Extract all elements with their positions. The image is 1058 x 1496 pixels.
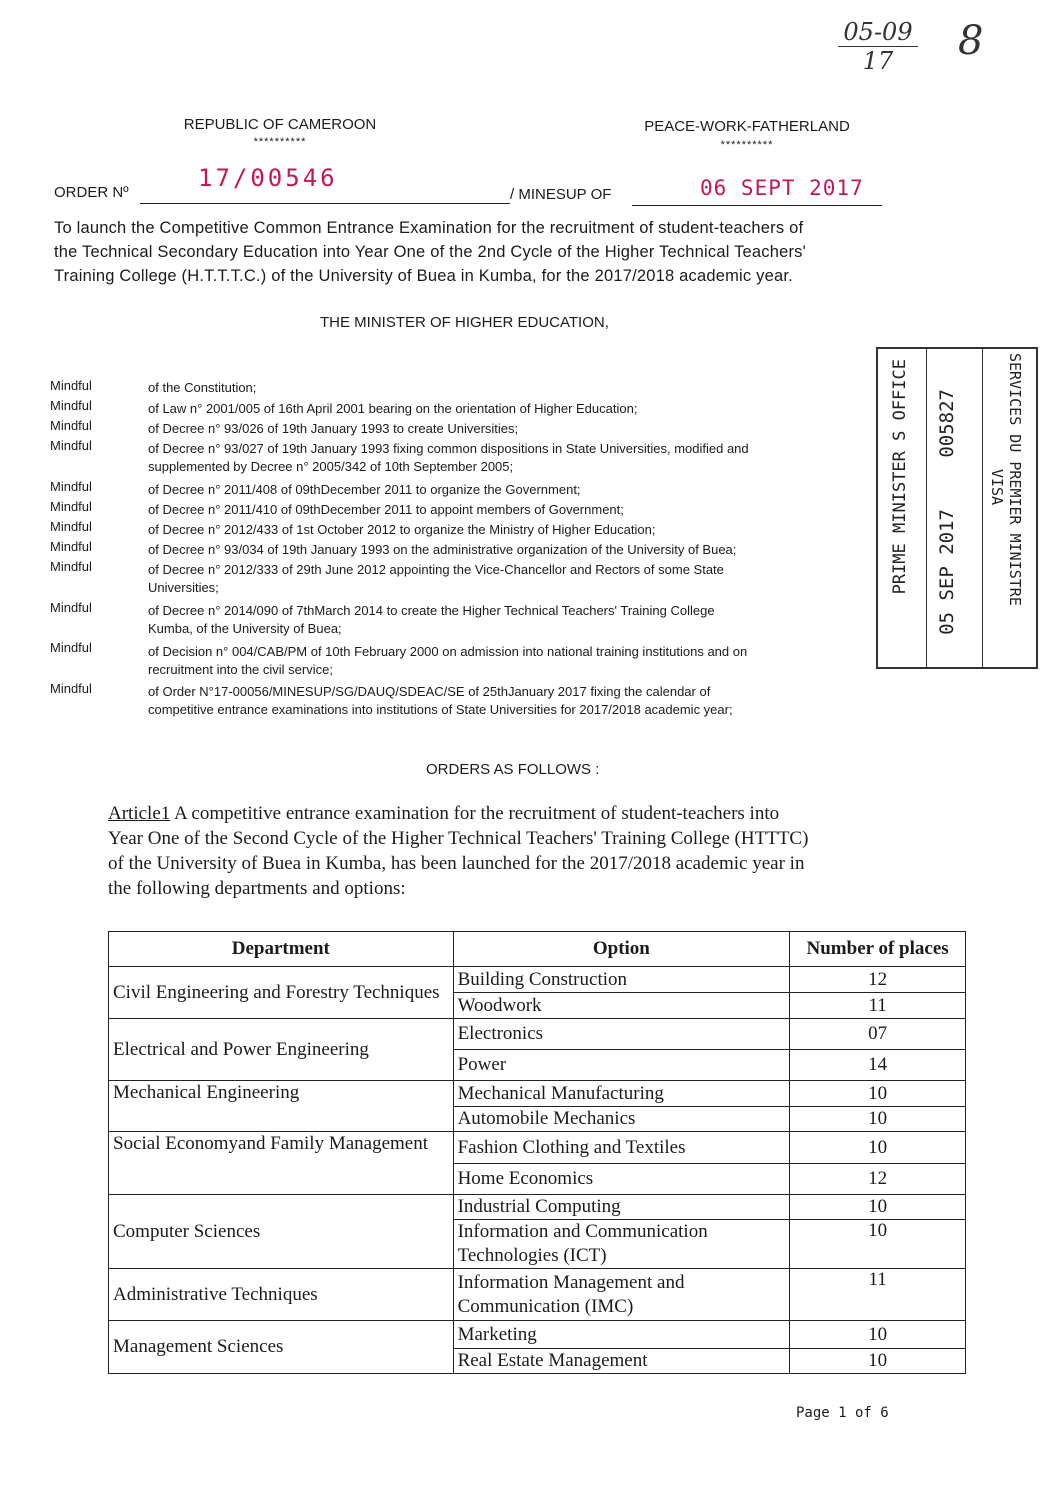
mindful-item — [50, 498, 624, 517]
order-title — [54, 216, 934, 288]
column-header-option: Option — [453, 932, 790, 967]
places-cell: 12 — [790, 1164, 966, 1195]
article-1-line-3: of the University of Buea in Kumba, has been launched for the 2017/2018 academic year in — [108, 853, 805, 874]
mindful-text: of Decree n° 93/026 of 19th January 1993 to create Universities; — [148, 421, 519, 436]
option-cell: Electronics — [453, 1019, 790, 1050]
table-row — [109, 1195, 966, 1220]
title-line-2: the Technical Secondary Education into Year One of the 2nd Cycle of the Higher Technical Teachers' — [54, 243, 806, 261]
article-1-text: A competitive entrance examination for the recruitment of student-teachers into — [170, 803, 780, 824]
option-cell: Building Construction — [453, 967, 790, 993]
option-cell: Industrial Computing — [453, 1195, 790, 1220]
mindful-text-cont: recruitment into the civil service; — [148, 662, 333, 677]
option-cell: Fashion Clothing and Textiles — [453, 1132, 790, 1164]
option-cell: Automobile Mechanics — [453, 1107, 790, 1132]
stamp-visa-label: VISA — [988, 469, 1006, 506]
mindful-item — [50, 599, 715, 636]
visa-stamp — [876, 347, 1038, 669]
department-cell: Administrative Techniques — [109, 1269, 454, 1321]
minister-heading: THE MINISTER OF HIGHER EDUCATION, — [320, 314, 609, 331]
department-cell: Electrical and Power Engineering — [109, 1019, 454, 1081]
places-cell: 10 — [790, 1107, 966, 1132]
mindful-label: Mindful — [50, 499, 92, 514]
mindful-item — [50, 518, 656, 537]
mindful-item — [50, 639, 748, 677]
department-cell: Social Economyand Family Management — [109, 1132, 454, 1195]
column-header-places: Number of places — [790, 932, 966, 967]
option-cell: Power — [453, 1050, 790, 1081]
option-cell: Information and Communication Technologies (ICT) — [453, 1220, 790, 1269]
department-cell: Mechanical Engineering — [109, 1081, 454, 1132]
mindful-text-cont: competitive entrance examinations into institutions of State Universities for 2017/2018 academic year; — [148, 702, 733, 717]
table-row — [109, 1081, 966, 1107]
mindful-text-cont: Universities; — [148, 580, 219, 595]
order-label: ORDER Nº — [54, 184, 129, 201]
mindful-text: of Decree n° 2012/333 of 29th June 2012 appointing the Vice-Chancellor and Rectors of some State — [148, 562, 724, 577]
places-cell: 14 — [790, 1050, 966, 1081]
places-cell: 12 — [790, 967, 966, 993]
mindful-item — [50, 680, 733, 717]
mindful-text: of Decision n° 004/CAB/PM of 10th February 2000 on admission into national training institutions and on — [148, 644, 748, 659]
mindful-label: Mindful — [50, 640, 92, 655]
order-number-stamp: 17/00546 — [198, 164, 338, 192]
mindful-text: of Decree n° 93/034 of 19th January 1993 on the administrative organization of the University of Buea; — [148, 542, 737, 557]
places-cell: 10 — [790, 1132, 966, 1164]
handwritten-mark: 8 — [958, 18, 984, 64]
article-1-line-2: Year One of the Second Cycle of the Higher Technical Teachers' Training College (HTTTC) — [108, 828, 809, 849]
stamp-services: SERVICES DU PREMIER MINISTRE — [1006, 353, 1024, 606]
mindful-text: of Decree n° 2011/410 of 09thDecember 2011 to appoint members of Government; — [148, 502, 624, 517]
table-header-row — [109, 932, 966, 967]
table-row — [109, 1132, 966, 1164]
mindful-item — [50, 377, 257, 395]
column-header-department: Department — [109, 932, 454, 967]
stamp-divider-2 — [982, 349, 983, 667]
article-1 — [108, 801, 928, 901]
mindful-label: Mindful — [50, 378, 92, 393]
mindful-item — [50, 478, 581, 497]
option-cell: Mechanical Manufacturing — [453, 1081, 790, 1107]
mindful-item — [50, 397, 638, 416]
department-cell: Management Sciences — [109, 1321, 454, 1374]
mindful-text: of Decree n° 2014/090 of 7thMarch 2014 to create the Higher Technical Teachers' Training College — [148, 603, 715, 618]
places-cell: 10 — [790, 1321, 966, 1349]
stamp-visa-number: 005827 — [936, 389, 958, 458]
option-cell: Home Economics — [453, 1164, 790, 1195]
mindful-item — [50, 417, 519, 436]
handwritten-reference — [838, 18, 918, 75]
table-row — [109, 1019, 966, 1050]
article-1-line-1 — [108, 801, 928, 826]
mindful-text: of Decree n° 93/027 of 19th January 1993 fixing common dispositions in State Universities, modified and — [148, 441, 749, 456]
department-cell: Computer Sciences — [109, 1195, 454, 1269]
mindful-label: Mindful — [50, 681, 92, 696]
mindful-text: of Law n° 2001/005 of 16th April 2001 bearing on the orientation of Higher Education; — [148, 401, 638, 416]
stamp-visa-date: 05 SEP 2017 — [936, 509, 958, 635]
title-line-1: To launch the Competitive Common Entrance Examination for the recruitment of student-teachers of — [54, 219, 804, 237]
page-number: Page 1 of 6 — [796, 1405, 889, 1421]
article-1-line-4: the following departments and options: — [108, 878, 406, 899]
option-cell: Marketing — [453, 1321, 790, 1349]
header-right — [612, 118, 882, 151]
mindful-label: Mindful — [50, 398, 92, 413]
option-cell: Woodwork — [453, 993, 790, 1019]
article-1-label: Article1 — [108, 803, 171, 824]
mindful-label: Mindful — [50, 479, 92, 494]
mindful-label: Mindful — [50, 438, 92, 453]
mindful-text: of Decree n° 2012/433 of 1st October 2012 to organize the Ministry of Higher Education; — [148, 522, 656, 537]
header-right-stars: ********** — [720, 139, 774, 151]
minesup-label: / MINESUP OF — [510, 186, 612, 203]
title-line-3: Training College (H.T.T.T.C.) of the University of Buea in Kumba, for the 2017/2018 academic year. — [54, 267, 793, 285]
option-cell: Real Estate Management — [453, 1349, 790, 1374]
mindful-label: Mindful — [50, 559, 92, 574]
option-cell: Information Management and Communication (IMC) — [453, 1269, 790, 1321]
mindful-label: Mindful — [50, 519, 92, 534]
mindful-text-cont: Kumba, of the University of Buea; — [148, 621, 342, 636]
handwritten-ref-top: 05-09 — [838, 18, 918, 47]
mindful-item — [50, 437, 749, 474]
stamp-divider-1 — [926, 349, 927, 667]
table-row — [109, 1269, 966, 1321]
header-left-stars: ********** — [253, 136, 307, 148]
mindful-text-cont: supplemented by Decree n° 2005/342 of 10th September 2005; — [148, 459, 514, 474]
mindful-text: of Decree n° 2011/408 of 09thDecember 2011 to organize the Government; — [148, 482, 581, 497]
places-cell: 10 — [790, 1349, 966, 1374]
mindful-label: Mindful — [50, 418, 92, 433]
department-cell: Civil Engineering and Forestry Techniques — [109, 967, 454, 1019]
country-name: REPUBLIC OF CAMEROON — [183, 116, 377, 133]
mindful-item — [50, 558, 724, 595]
places-cell: 10 — [790, 1081, 966, 1107]
date-underline — [632, 205, 882, 206]
orders-heading: ORDERS AS FOLLOWS : — [426, 761, 600, 778]
places-cell: 11 — [790, 993, 966, 1019]
departments-table — [108, 931, 966, 1374]
mindful-label: Mindful — [50, 539, 92, 554]
mindful-item — [50, 538, 737, 557]
mindful-text: of the Constitution; — [148, 380, 257, 395]
mindful-text: of Order N°17-00056/MINESUP/SG/DAUQ/SDEAC/SE of 25thJanuary 2017 fixing the calendar of — [148, 684, 711, 699]
places-cell: 10 — [790, 1195, 966, 1220]
places-cell: 07 — [790, 1019, 966, 1050]
table-row — [109, 967, 966, 993]
places-cell: 10 — [790, 1220, 966, 1269]
header-left — [150, 116, 410, 148]
table-row — [109, 1321, 966, 1349]
mindful-label: Mindful — [50, 600, 92, 615]
order-number-underline — [140, 203, 510, 204]
national-motto: PEACE-WORK-FATHERLAND — [644, 118, 850, 135]
places-cell: 11 — [790, 1269, 966, 1321]
handwritten-ref-bottom: 17 — [862, 47, 894, 75]
stamp-prime-minister-office: PRIME MINISTER S OFFICE — [890, 359, 910, 595]
order-date-stamp: 06 SEPT 2017 — [700, 176, 864, 200]
